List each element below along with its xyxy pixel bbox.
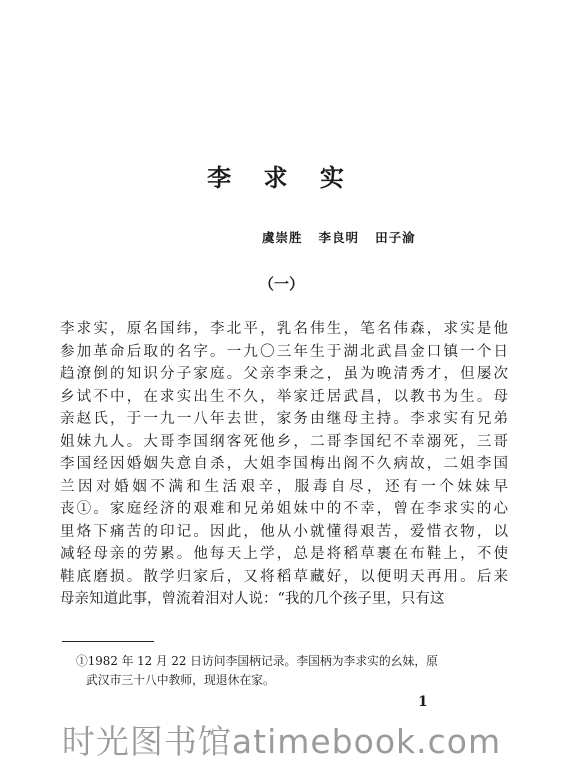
- watermark: 时光图书馆atimebook.com: [61, 721, 502, 761]
- body-line: 丧①。家庭经济的艰难和兄弟姐妹中的不幸，曾在李求实的心: [60, 501, 508, 517]
- author-line: 虞崇胜 李良明 田子渝: [262, 230, 416, 245]
- body-line: 李求实，原名国纬，李北平，乳名伟生，笔名伟森，求实是他: [60, 321, 508, 337]
- body-line: 乡试不中，在求实出生不久，举家迁居武昌，以教书为生。母: [60, 388, 508, 405]
- footnote-divider: [62, 641, 154, 642]
- body-line: 兰因对婚姻不满和生活艰辛，服毒自尽，还有一个妹妹早: [60, 478, 508, 495]
- body-line: 李国经因婚姻失意自杀，大姐李国梅出阁不久病故，二姐李国: [60, 456, 508, 472]
- body-line: 母亲知道此事，曾流着泪对人说：“我的几个孩子里，只有这: [60, 591, 445, 607]
- body-line: 减轻母亲的劳累。他每天上学，总是将稻草裹在布鞋上，不使: [60, 546, 508, 562]
- footnote-line: ①1982 年 12 月 22 日访问李国柄记录。李国柄为李求实的幺妹，原: [76, 654, 438, 668]
- body-text: [60, 318, 508, 611]
- body-line: 里烙下痛苦的印记。因此，他从小就懂得艰苦，爱惜衣物，以: [60, 523, 508, 540]
- body-line: 参加革命后取的名字。一九〇三年生于湖北武昌金口镇一个日: [60, 343, 508, 360]
- footnote: [76, 652, 507, 690]
- section-heading: （一）: [258, 275, 304, 293]
- body-line: 趋潦倒的知识分子家庭。父亲李秉之，虽为晚清秀才，但屡次: [60, 366, 508, 382]
- body-line: 鞋底磨损。散学归家后，又将稻草藏好，以便明天再用。后来: [60, 568, 508, 585]
- chapter-title: 李 求 实: [207, 164, 356, 192]
- page-number: 1: [418, 694, 428, 710]
- footnote-line: 武汉市三十八中教师，现退休在家。: [86, 673, 275, 687]
- body-line: 姐妹九人。大哥李国纲客死他乡，二哥李国纪不幸溺死，三哥: [60, 433, 508, 450]
- body-line: 亲赵氏，于一九一八年去世，家务由继母主持。李求实有兄弟: [60, 411, 508, 427]
